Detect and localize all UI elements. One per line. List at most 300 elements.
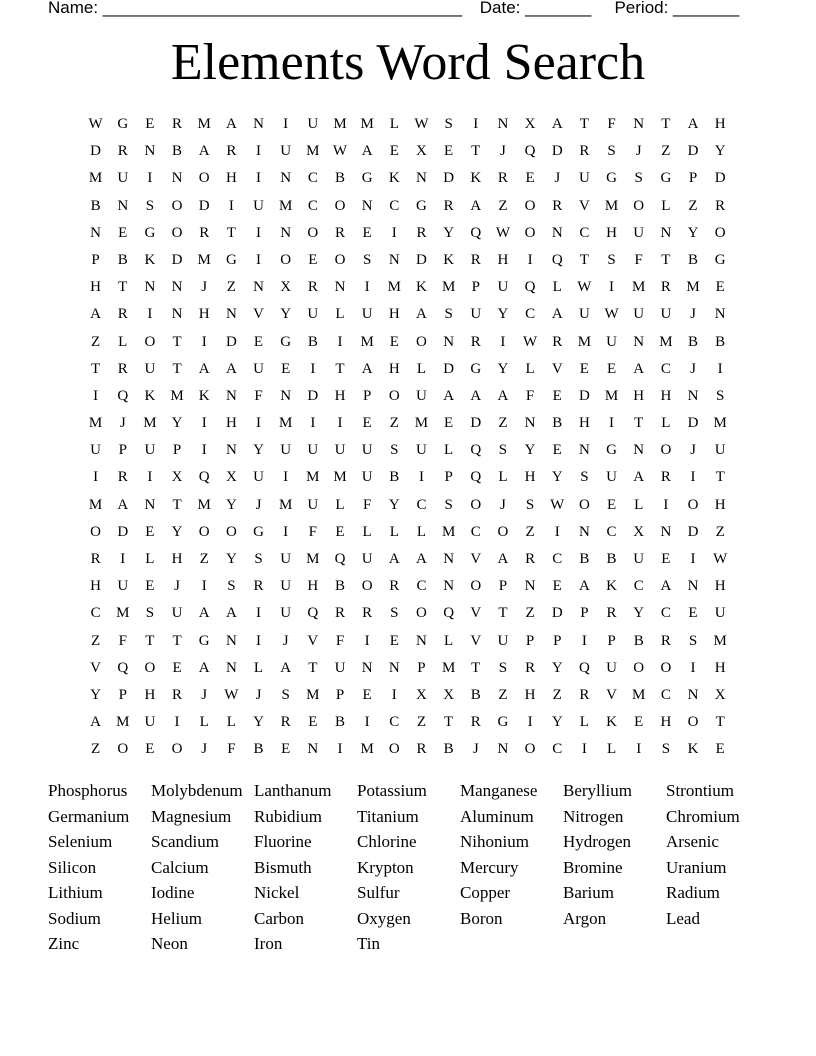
page-title: Elements Word Search [170, 34, 646, 91]
word-list-item: Chromium [666, 806, 740, 826]
grid-letter: L [579, 714, 589, 731]
grid-letter: P [607, 632, 616, 649]
grid-letter: N [171, 306, 183, 323]
grid-letter: U [144, 442, 156, 459]
grid-letter: B [172, 143, 183, 160]
grid-letter: N [633, 116, 645, 132]
grid-letter: H [388, 306, 400, 323]
grid-letter: S [580, 469, 589, 486]
grid-letter: D [225, 333, 237, 350]
grid-letter: R [416, 224, 427, 241]
grid-letter: W [88, 116, 103, 132]
grid-letter: L [199, 714, 209, 731]
grid-letter: O [660, 442, 672, 459]
grid-row [82, 519, 734, 546]
grid-letter: I [201, 415, 207, 432]
grid-letter: M [604, 197, 619, 214]
grid-letter: N [524, 578, 536, 595]
grid-letter: L [145, 551, 155, 567]
grid-letter: S [390, 442, 399, 459]
grid-letter: R [525, 659, 536, 676]
grid-letter: J [690, 306, 696, 323]
grid-letter: O [171, 197, 183, 214]
word-list-item: Manganese [460, 781, 538, 800]
grid-letter: U [307, 496, 319, 513]
grid-letter: V [470, 605, 482, 622]
word-list-item: Boron [460, 908, 503, 928]
grid-letter: N [253, 116, 264, 132]
grid-letter: B [307, 333, 318, 350]
grid-letter: H [225, 415, 237, 432]
grid-letter: E [444, 143, 454, 160]
word-list-item: Oxygen [357, 908, 411, 928]
word-list-item: Hydrogen [563, 832, 631, 851]
grid-letter: U [470, 306, 482, 323]
grid-letter: E [118, 224, 128, 241]
grid-letter: E [389, 632, 399, 649]
grid-letter: W [332, 143, 348, 160]
grid-letter: E [335, 523, 345, 540]
grid-letter: P [91, 251, 100, 268]
grid-letter: G [117, 116, 129, 132]
grid-letter: I [147, 170, 153, 187]
grid-letter: P [444, 469, 453, 486]
grid-letter: T [145, 632, 155, 649]
grid-letter: C [552, 741, 563, 758]
grid-letter: H [660, 714, 672, 731]
grid-letter: I [283, 469, 289, 486]
grid-letter: O [388, 741, 400, 758]
grid-letter: I [391, 224, 397, 241]
grid-letter: D [416, 251, 427, 268]
grid-letter: E [389, 143, 399, 160]
grid-letter: I [364, 714, 370, 731]
grid-letter: M [360, 333, 374, 350]
grid-letter: Z [552, 686, 562, 703]
grid-letter: K [144, 251, 156, 268]
grid-letter: O [198, 170, 210, 187]
grid-letter: S [145, 197, 155, 214]
grid-letter: J [690, 360, 696, 377]
grid-letter: C [660, 360, 671, 377]
grid-letter: M [306, 686, 320, 703]
grid-letter: T [661, 251, 671, 268]
grid-letter: C [307, 170, 318, 187]
grid-letter: U [253, 469, 264, 486]
grid-letter: I [581, 632, 587, 649]
grid-letter: R [470, 251, 481, 268]
grid-row [82, 111, 734, 138]
grid-letter: L [335, 306, 345, 323]
grid-letter: U [280, 442, 292, 459]
grid-letter: E [389, 333, 399, 350]
grid-letter: U [307, 442, 319, 459]
grid-letter: O [144, 333, 156, 350]
word-list-item: Potassium [357, 781, 427, 800]
grid-row [82, 193, 734, 220]
grid-letter: O [416, 333, 427, 350]
grid-letter: D [551, 143, 563, 160]
grid-letter: G [497, 714, 509, 731]
grid-letter: U [633, 224, 645, 241]
grid-letter: T [715, 469, 725, 486]
grid-letter: T [579, 116, 589, 132]
grid-letter: O [633, 197, 645, 214]
grid-letter: Z [525, 605, 535, 622]
grid-letter: O [524, 741, 536, 758]
grid-letter: I [120, 551, 126, 567]
grid-letter: Y [497, 306, 509, 323]
grid-letter: W [604, 306, 619, 323]
grid-letter: R [90, 551, 101, 567]
grid-letter: L [362, 523, 372, 540]
grid-letter: N [280, 170, 292, 187]
grid-letter: K [144, 387, 156, 404]
grid-letter: O [334, 251, 346, 268]
grid-letter: A [470, 197, 482, 214]
grid-letter: N [578, 442, 590, 459]
grid-letter: N [497, 116, 509, 132]
word-list-item: Iron [254, 934, 283, 953]
grid-letter: N [443, 551, 455, 567]
grid-letter: Q [117, 387, 129, 404]
grid-letter: Z [525, 523, 535, 540]
grid-letter: D [443, 360, 455, 377]
grid-letter: Q [470, 469, 482, 486]
grid-letter: S [227, 578, 236, 595]
period-field-label: Period: _______ [614, 0, 740, 17]
grid-row [82, 247, 734, 274]
grid-letter: E [362, 224, 372, 241]
grid-letter: I [609, 415, 615, 432]
grid-letter: M [333, 116, 347, 132]
grid-letter: H [144, 686, 156, 703]
grid-letter: I [201, 578, 207, 595]
grid-letter: N [687, 387, 699, 404]
grid-letter: G [606, 170, 617, 187]
grid-letter: U [606, 469, 617, 486]
grid-row [82, 628, 734, 655]
grid-letter: P [471, 279, 480, 296]
grid-letter: U [361, 442, 373, 459]
grid-letter: R [362, 605, 373, 622]
grid-letter: T [308, 659, 318, 676]
grid-letter: I [418, 469, 424, 486]
grid-letter: A [633, 469, 645, 486]
word-list-item: Lithium [48, 883, 103, 902]
grid-letter: U [280, 551, 292, 567]
grid-letter: M [632, 686, 646, 703]
grid-letter: I [337, 415, 343, 432]
grid-letter: K [470, 170, 482, 187]
grid-row [82, 682, 734, 709]
grid-letter: O [225, 523, 237, 540]
grid-letter: M [88, 170, 103, 187]
grid-letter: N [90, 224, 101, 241]
grid-letter: I [391, 686, 397, 703]
word-list-item: Beryllium [563, 781, 632, 800]
grid-letter: E [715, 279, 725, 296]
grid-letter: E [552, 442, 562, 459]
grid-letter: H [388, 360, 400, 377]
grid-letter: E [444, 415, 454, 432]
grid-letter: K [606, 578, 617, 595]
grid-letter: Y [225, 551, 237, 567]
grid-letter: R [117, 306, 128, 323]
grid-letter: T [118, 279, 128, 296]
grid-letter: Y [280, 306, 292, 323]
grid-letter: G [660, 170, 672, 187]
grid-letter: O [524, 224, 536, 241]
grid-letter: M [306, 469, 320, 486]
grid-row [82, 301, 734, 328]
word-list-item: Sulfur [357, 883, 400, 902]
grid-letter: R [660, 632, 671, 649]
grid-letter: A [117, 496, 129, 513]
grid-letter: H [171, 551, 183, 567]
grid-row [82, 573, 734, 600]
grid-letter: I [310, 415, 316, 432]
grid-letter: Y [253, 714, 264, 731]
grid-letter: U [334, 442, 346, 459]
grid-letter: B [389, 469, 400, 486]
grid-letter: M [88, 415, 103, 432]
grid-letter: S [525, 496, 535, 513]
word-list-item: Fluorine [254, 832, 312, 851]
grid-letter: O [307, 224, 319, 241]
grid-letter: N [361, 659, 373, 676]
grid-letter: U [253, 360, 264, 377]
grid-letter: H [524, 469, 536, 486]
grid-letter: C [660, 686, 671, 703]
grid-letter: M [143, 415, 157, 432]
grid-letter: T [498, 605, 508, 622]
grid-letter: Y [388, 496, 400, 513]
grid-letter: H [578, 415, 590, 432]
grid-letter: I [256, 143, 262, 160]
grid-letter: C [416, 496, 427, 513]
grid-letter: I [228, 197, 234, 214]
grid-letter: S [498, 659, 508, 676]
grid-letter: S [444, 116, 453, 132]
grid-letter: N [225, 387, 237, 404]
grid-letter: P [525, 632, 535, 649]
grid-letter: A [388, 551, 400, 567]
grid-letter: R [525, 551, 536, 567]
grid-letter: Q [470, 224, 482, 241]
grid-letter: M [197, 251, 211, 268]
grid-letter: I [283, 116, 289, 132]
grid-letter: L [525, 360, 535, 377]
grid-letter: U [714, 605, 726, 622]
grid-letter: L [416, 523, 427, 540]
grid-letter: V [551, 360, 563, 377]
grid-letter: Y [253, 442, 264, 459]
grid-letter: E [145, 741, 155, 758]
grid-letter: D [470, 415, 482, 432]
word-list-item: Bromine [563, 857, 623, 877]
grid-letter: U [334, 659, 346, 676]
grid-letter: N [443, 578, 455, 595]
grid-letter: L [335, 496, 345, 513]
grid-letter: L [498, 469, 508, 486]
word-list-item: Neon [151, 934, 188, 953]
grid-letter: B [117, 251, 128, 268]
grid-letter: D [551, 605, 563, 622]
grid-letter: U [606, 333, 617, 350]
grid-letter: Q [307, 605, 319, 622]
word-list-item: Calcium [151, 857, 209, 877]
grid-letter: S [362, 251, 372, 268]
grid-letter: E [661, 551, 671, 567]
grid-letter: E [145, 523, 155, 540]
grid-letter: H [307, 578, 319, 595]
grid-letter: R [470, 333, 481, 350]
grid-letter: F [362, 496, 372, 513]
grid-row [82, 356, 734, 383]
word-list-item: Krypton [357, 857, 414, 877]
grid-letter: H [714, 496, 726, 513]
grid-letter: O [388, 387, 400, 404]
grid-letter: N [633, 442, 645, 459]
grid-letter: I [527, 251, 533, 268]
grid-letter: U [361, 469, 373, 486]
grid-letter: C [660, 605, 671, 622]
grid-letter: M [279, 197, 293, 214]
grid-letter: P [172, 442, 182, 459]
grid-letter: I [527, 714, 533, 731]
grid-letter: Y [633, 605, 645, 622]
grid-letter: T [172, 360, 182, 377]
grid-letter: R [253, 578, 264, 595]
grid-letter: A [225, 605, 237, 622]
word-list-item: Magnesium [151, 806, 232, 826]
grid-letter: N [307, 741, 319, 758]
grid-letter: U [253, 197, 264, 214]
word-list-item: Barium [563, 883, 614, 902]
grid-letter: U [416, 387, 427, 404]
grid-letter: U [578, 170, 590, 187]
grid-letter: M [116, 605, 130, 622]
grid-letter: C [606, 523, 617, 540]
word-list-item: Scandium [151, 832, 219, 851]
grid-letter: A [497, 551, 509, 567]
grid-letter: M [306, 551, 320, 567]
grid-letter: A [225, 360, 237, 377]
grid-letter: A [280, 659, 292, 676]
grid-letter: B [334, 170, 345, 187]
grid-letter: E [145, 578, 155, 595]
grid-letter: I [636, 741, 642, 758]
grid-letter: R [280, 714, 291, 731]
grid-letter: B [688, 251, 699, 268]
grid-letter: F [227, 741, 236, 758]
grid-letter: D [307, 387, 319, 404]
grid-letter: U [714, 442, 726, 459]
grid-row [82, 492, 734, 519]
grid-letter: V [253, 306, 264, 323]
grid-row [82, 709, 734, 736]
grid-letter: N [416, 632, 427, 649]
grid-letter: I [473, 116, 479, 132]
grid-letter: R [416, 741, 427, 758]
grid-letter: A [90, 306, 101, 323]
grid-letter: M [441, 279, 456, 296]
grid-letter: A [225, 116, 237, 132]
grid-letter: T [172, 496, 182, 513]
grid-letter: J [255, 686, 262, 703]
grid-letter: R [172, 686, 183, 703]
grid-letter: T [335, 360, 345, 377]
grid-row [82, 736, 734, 763]
grid-letter: C [389, 197, 400, 214]
grid-letter: H [660, 387, 672, 404]
grid-letter: S [390, 605, 399, 622]
grid-letter: A [687, 116, 699, 132]
grid-letter: E [606, 360, 617, 377]
grid-letter: A [633, 360, 645, 377]
grid-letter: G [225, 251, 237, 268]
grid-letter: B [443, 741, 454, 758]
grid-letter: I [337, 741, 343, 758]
grid-letter: L [253, 659, 264, 676]
grid-letter: A [198, 659, 210, 676]
grid-letter: T [471, 659, 481, 676]
grid-letter: Q [551, 251, 563, 268]
grid-letter: M [333, 469, 347, 486]
grid-letter: U [416, 442, 427, 459]
grid-row [82, 655, 734, 682]
grid-letter: K [416, 279, 427, 296]
grid-letter: T [172, 632, 182, 649]
grid-letter: K [443, 251, 455, 268]
grid-letter: M [604, 387, 619, 404]
grid-letter: G [470, 360, 482, 377]
grid-letter: U [578, 306, 590, 323]
grid-letter: J [472, 741, 479, 758]
grid-letter: A [90, 714, 101, 731]
grid-letter: O [171, 224, 183, 241]
grid-row [82, 600, 734, 627]
grid-letter: Y [171, 415, 183, 432]
grid-letter: R [606, 605, 617, 622]
grid-letter: J [500, 143, 506, 160]
grid-letter: Z [90, 333, 101, 350]
grid-letter: K [388, 170, 400, 187]
grid-letter: O [416, 605, 427, 622]
grid-letter: B [334, 578, 345, 595]
grid-letter: W [522, 333, 538, 350]
grid-letter: T [715, 714, 725, 731]
grid-letter: O [144, 659, 156, 676]
grid-letter: N [388, 659, 400, 676]
word-list-item: Argon [563, 908, 607, 928]
word-list-item: Mercury [460, 857, 519, 877]
grid-letter: O [117, 741, 129, 758]
grid-letter: D [171, 251, 183, 268]
grid-letter: R [579, 686, 590, 703]
grid-letter: L [444, 442, 454, 459]
word-list-item: Radium [666, 883, 720, 902]
grid-letter: S [607, 143, 616, 160]
grid-letter: P [118, 442, 127, 459]
grid-letter: H [225, 170, 237, 187]
grid-letter: E [362, 686, 372, 703]
grid-letter: X [443, 686, 455, 703]
grid-letter: Y [714, 143, 726, 160]
grid-letter: U [280, 143, 292, 160]
grid-letter: Y [497, 360, 509, 377]
